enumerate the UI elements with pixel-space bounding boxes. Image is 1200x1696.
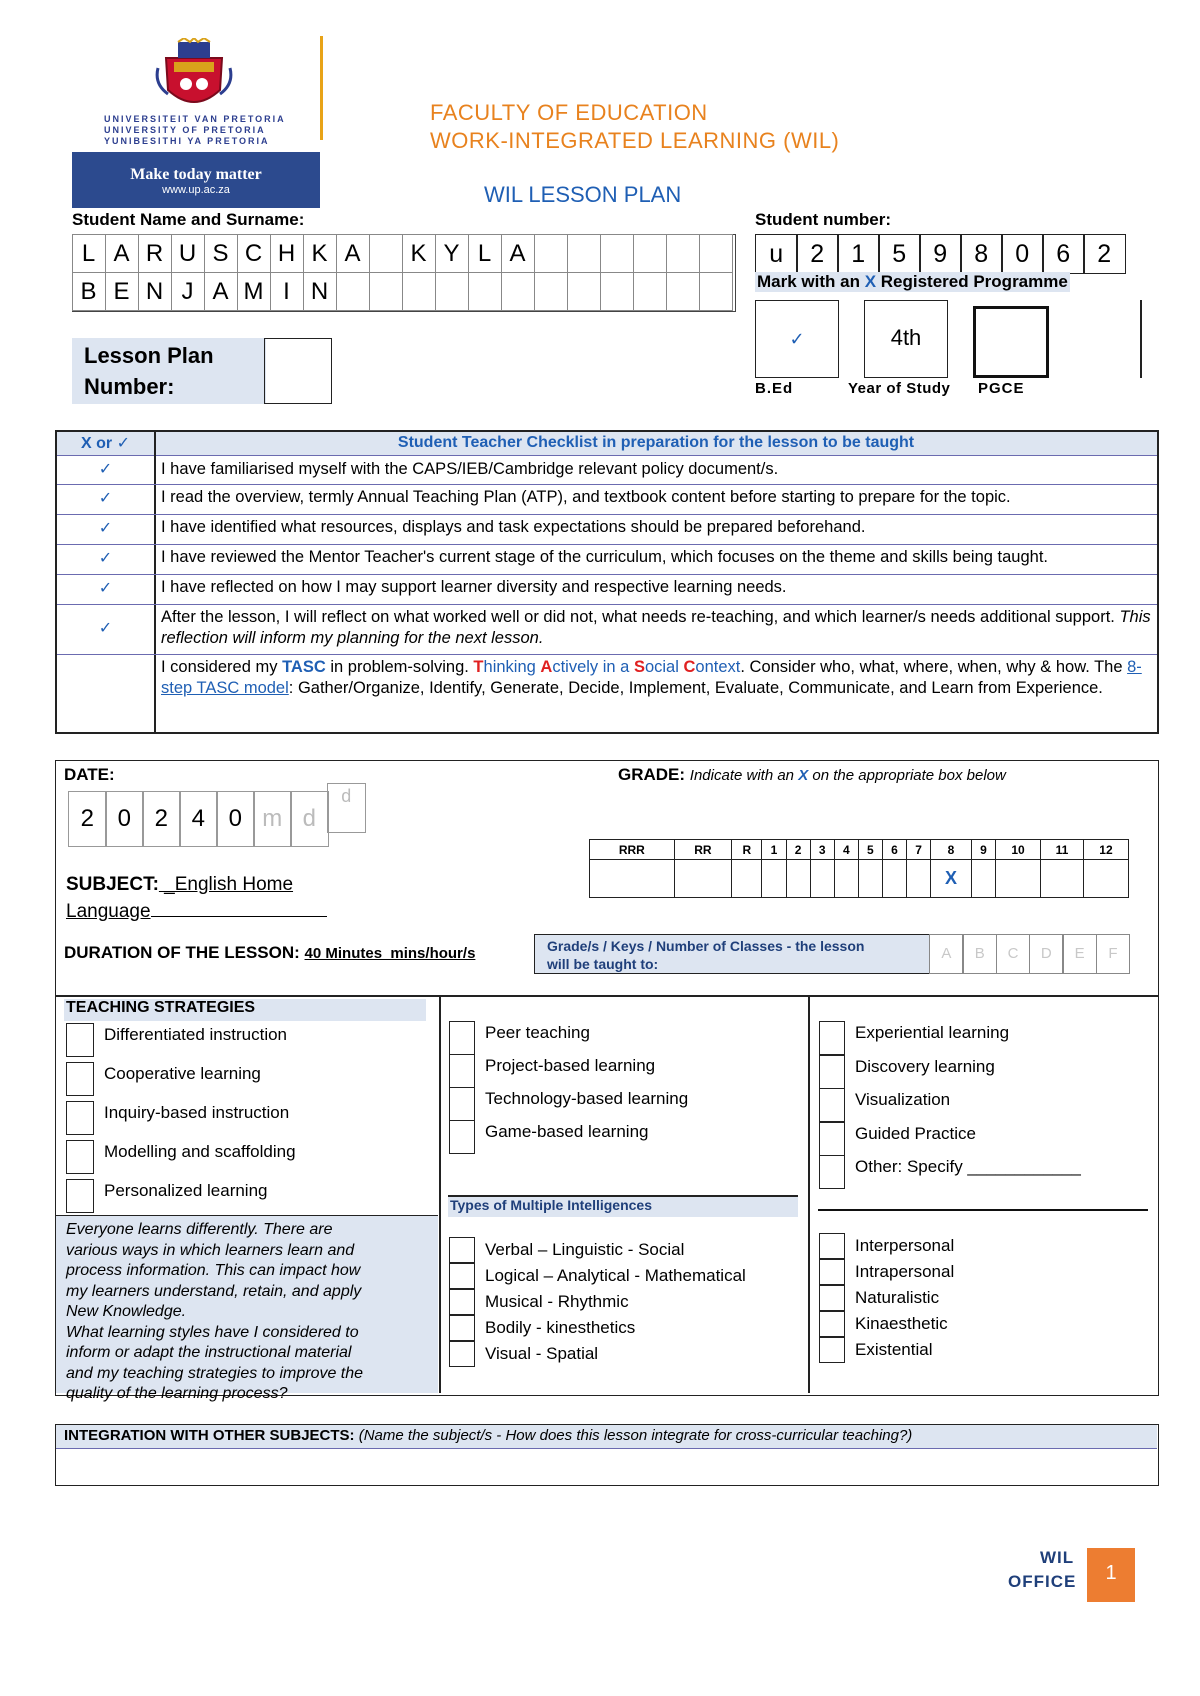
- name-letter-cell[interactable]: J: [171, 272, 205, 311]
- grade-box-7[interactable]: [907, 860, 931, 898]
- checklist-item-text: I have identified what resources, displays and task expectations should be prepared beforehand.: [161, 518, 866, 536]
- intelligence-checkbox[interactable]: [819, 1259, 845, 1285]
- name-letter-cell[interactable]: [369, 272, 403, 311]
- name-letter-cell[interactable]: [369, 234, 403, 273]
- name-letter-cell[interactable]: [666, 272, 700, 311]
- grade-label: [618, 765, 1006, 785]
- grade-header-4: 4: [834, 840, 858, 860]
- intelligence-label: Interpersonal: [855, 1236, 955, 1255]
- name-letter-cell[interactable]: [336, 272, 370, 311]
- tagline: Make today matter: [130, 166, 262, 183]
- class-box-f[interactable]: F: [1096, 934, 1131, 974]
- year-box[interactable]: [864, 300, 948, 378]
- tasc-text: [161, 657, 1151, 699]
- intelligence-label: Naturalistic: [855, 1288, 940, 1307]
- name-letter-cell[interactable]: Y: [435, 234, 469, 273]
- name-letter-cell[interactable]: [402, 272, 436, 311]
- strategy-checkbox[interactable]: [449, 1021, 475, 1055]
- name-letter-cell[interactable]: [534, 272, 568, 311]
- strategy-checkbox[interactable]: [819, 1155, 845, 1189]
- date-label: DATE:: [64, 765, 115, 784]
- strategy-label: Guided Practice: [855, 1123, 976, 1143]
- learning-styles-note-line: quality of the learning process?: [66, 1385, 288, 1402]
- checklist-mark-icon[interactable]: ✓: [98, 550, 113, 567]
- tasc-t: T: [473, 658, 484, 676]
- class-box-c[interactable]: C: [996, 934, 1031, 974]
- name-letter-cell[interactable]: [666, 234, 700, 273]
- tasc-model-link[interactable]: 8-step TASC model: [161, 658, 1142, 697]
- strategy-label: Experiential learning: [855, 1023, 1010, 1042]
- grade-header-1: 1: [762, 840, 786, 860]
- classes-grid[interactable]: [929, 934, 1129, 974]
- programme-label: [755, 272, 1070, 292]
- name-letter-cell[interactable]: L: [468, 234, 502, 273]
- integration-hint: (Name the subject/s - How does this lesson integrate for cross-curricular teaching?): [354, 1427, 913, 1444]
- checklist-item-text-b: This reflection will inform my planning for the next lesson.: [161, 608, 1151, 647]
- name-letter-cell[interactable]: R: [138, 234, 172, 273]
- learning-styles-note-line: What learning styles have I considered to: [66, 1323, 359, 1341]
- grade-box-1[interactable]: [762, 860, 786, 898]
- university-crest-icon: [154, 38, 234, 118]
- strat-divider-1: [439, 997, 441, 1393]
- intelligence-checkbox[interactable]: [819, 1337, 845, 1363]
- intelligence-checkbox[interactable]: [449, 1341, 475, 1367]
- strategy-checkbox[interactable]: [66, 1023, 94, 1057]
- programme-right-rule: [1140, 300, 1142, 378]
- name-letter-cell[interactable]: [501, 272, 535, 311]
- student-number-digit[interactable]: 2: [1083, 234, 1126, 274]
- strategy-label: Peer teaching: [485, 1023, 590, 1042]
- strategy-label: Technology-based learning: [485, 1089, 689, 1108]
- learning-styles-note-line: Everyone learns differently. There are: [66, 1221, 333, 1238]
- subject-value-2[interactable]: Language: [66, 901, 151, 922]
- intelligence-label: Intrapersonal: [855, 1262, 955, 1281]
- name-letter-cell[interactable]: A: [336, 234, 370, 273]
- strategy-label: Modelling and scaffolding: [104, 1142, 296, 1161]
- checklist-item-text-a: After the lesson, I will reflect on what worked well or did not, what needs re-teaching, and which learner/s needs additional support.: [161, 608, 1120, 626]
- intelligence-checkbox[interactable]: [819, 1285, 845, 1311]
- strategy-checkbox[interactable]: [66, 1179, 94, 1213]
- name-letter-cell[interactable]: [633, 234, 667, 273]
- strategy-label: Inquiry-based instruction: [104, 1103, 290, 1122]
- name-letter-cell[interactable]: K: [402, 234, 436, 273]
- tasc-word: TASC: [282, 658, 326, 676]
- lesson-plan-number-label: [72, 338, 266, 404]
- class-box-b[interactable]: B: [962, 934, 997, 974]
- learning-styles-note-line: my learners understand, retain, and apply: [66, 1282, 362, 1300]
- checklist-item-text: I have reflected on how I may support learner diversity and respective learning needs.: [161, 578, 787, 596]
- grade-box-10[interactable]: [996, 860, 1041, 898]
- grade-box-8[interactable]: X: [931, 860, 972, 898]
- student-name-label: Student Name and Surname:: [72, 210, 305, 229]
- checklist-col1-header: X or ✓: [81, 435, 130, 452]
- learning-styles-note-line: New Knowledge.: [66, 1303, 187, 1320]
- student-number-digit[interactable]: u: [755, 234, 798, 274]
- intelligence-label: Visual - Spatial: [485, 1344, 599, 1363]
- tasc-s-rest: ocial: [644, 658, 684, 676]
- grade-header-9: 9: [971, 840, 995, 860]
- checklist-item-text: [161, 607, 1151, 649]
- checklist-item-text: I read the overview, termly Annual Teaching Plan (ATP), and textbook content before starting to prepare for the topic.: [161, 488, 1011, 506]
- tasc-a: I considered my: [161, 658, 283, 676]
- student-number-digit[interactable]: 8: [960, 234, 1003, 274]
- checklist-row-divider: [57, 574, 1157, 575]
- name-letter-cell[interactable]: A: [501, 234, 535, 273]
- name-letter-cell[interactable]: S: [204, 234, 238, 273]
- strat-divider-2: [808, 997, 810, 1393]
- name-letter-cell[interactable]: [534, 234, 568, 273]
- wil-office-1: WIL: [1040, 1548, 1075, 1567]
- wil-title: WORK-INTEGRATED LEARNING (WIL): [430, 128, 840, 153]
- grade-box-3[interactable]: [810, 860, 834, 898]
- student-number-label: Student number:: [755, 210, 891, 229]
- name-letter-cell[interactable]: N: [138, 272, 172, 311]
- name-letter-cell[interactable]: H: [270, 234, 304, 273]
- intelligence-label: Musical - Rhythmic: [485, 1292, 629, 1311]
- checklist-mark-icon[interactable]: ✓: [98, 461, 113, 478]
- grade-box-11[interactable]: [1041, 860, 1084, 898]
- tasc-s: S: [633, 658, 645, 676]
- grade-box-9[interactable]: [971, 860, 995, 898]
- learning-styles-note: [56, 1215, 438, 1402]
- date-digit-cell[interactable]: 0: [105, 791, 144, 847]
- tasc-c: C: [683, 658, 696, 676]
- subject-value[interactable]: _English Home: [158, 874, 294, 895]
- learning-styles-note-line: and my teaching strategies to improve the: [66, 1364, 364, 1382]
- bed-label: B.Ed: [755, 380, 794, 397]
- student-number-digit[interactable]: 0: [1001, 234, 1044, 274]
- strategy-label: Discovery learning: [855, 1056, 995, 1076]
- grade-header-rr: RR: [674, 840, 732, 860]
- name-letter-cell[interactable]: I: [270, 272, 304, 311]
- integration-box: [55, 1424, 1159, 1486]
- name-letter-cell[interactable]: N: [303, 272, 337, 311]
- checklist-mark-icon[interactable]: ✓: [98, 490, 113, 507]
- name-letter-cell[interactable]: C: [237, 234, 271, 273]
- duration-value[interactable]: 40 Minutes_mins/hour/s: [304, 945, 476, 962]
- programme-label-x: X: [864, 272, 877, 291]
- checklist-mark-icon[interactable]: ✓: [98, 620, 113, 637]
- lesson-plan-label-1: Lesson Plan: [84, 343, 214, 368]
- date-digit-cell[interactable]: d: [290, 791, 329, 847]
- strategy-label: Differentiated instruction: [104, 1025, 288, 1044]
- duration-label: DURATION OF THE LESSON:: [64, 943, 300, 962]
- name-letter-cell[interactable]: [567, 272, 601, 311]
- grade-box-4[interactable]: [834, 860, 858, 898]
- name-letter-cell[interactable]: [699, 272, 733, 311]
- grade-header-6: 6: [882, 840, 906, 860]
- checklist-col-divider: [154, 432, 156, 732]
- strategy-checkbox[interactable]: [819, 1021, 845, 1055]
- year-label: Year of Study: [848, 380, 951, 397]
- strategy-label: Other: Specify ____________: [855, 1157, 1081, 1176]
- logo-line-2: UNIVERSITY OF PRETORIA: [104, 125, 266, 135]
- name-letter-cell[interactable]: U: [171, 234, 205, 273]
- name-letter-cell[interactable]: [699, 234, 733, 273]
- name-letter-cell[interactable]: M: [237, 272, 271, 311]
- integration-label: INTEGRATION WITH OTHER SUBJECTS:: [64, 1427, 355, 1444]
- grade-hint-b: on the appropriate box below: [808, 767, 1006, 784]
- mi-title: Types of Multiple Intelligences: [448, 1197, 798, 1217]
- intelligence-checkbox[interactable]: [449, 1237, 475, 1263]
- grade-hint-x: X: [798, 767, 809, 784]
- classes-label-1: Grade/s / Keys / Number of Classes - the lesson: [547, 938, 865, 954]
- lesson-plan-number-box[interactable]: [264, 338, 332, 404]
- grade-header-7: 7: [907, 840, 931, 860]
- tasc-b: in problem-solving.: [325, 658, 474, 676]
- year-value: 4th: [890, 325, 922, 350]
- integration-input[interactable]: [56, 1451, 1157, 1483]
- grade-header-rrr: RRR: [590, 840, 675, 860]
- strategy-checkbox[interactable]: [819, 1088, 845, 1122]
- page-title: WIL LESSON PLAN: [484, 182, 682, 207]
- student-number-digit[interactable]: 2: [796, 234, 839, 274]
- classes-label: [534, 934, 930, 974]
- checklist-row-divider: [57, 514, 1157, 515]
- strategy-label: Project-based learning: [485, 1056, 656, 1075]
- page-number: [1087, 1548, 1135, 1602]
- bed-box[interactable]: [755, 300, 839, 378]
- duration-line: [64, 943, 475, 963]
- classes-label-2: will be taught to:: [547, 956, 659, 972]
- tasc-a-letter: A: [540, 658, 553, 676]
- grade-header-10: 10: [996, 840, 1041, 860]
- page-number-text: 1: [1105, 1562, 1117, 1584]
- logo-line-1: UNIVERSITEIT VAN PRETORIA: [104, 114, 286, 124]
- grade-box-12[interactable]: [1083, 860, 1128, 898]
- lesson-details: [55, 760, 1159, 996]
- name-letter-cell[interactable]: [600, 234, 634, 273]
- date-digit-cell[interactable]: 0: [216, 791, 255, 847]
- grade-box-r[interactable]: [732, 860, 762, 898]
- intelligence-label: Logical – Analytical - Mathematical: [485, 1266, 746, 1285]
- date-digit-cell[interactable]: 2: [142, 791, 181, 847]
- checklist-item-text: I have familiarised myself with the CAPS/IEB/Cambridge relevant policy document/s.: [161, 460, 779, 478]
- intelligence-label: Kinaesthetic: [855, 1314, 948, 1333]
- checklist-mark-icon[interactable]: ✓: [98, 520, 113, 537]
- intelligence-checkbox[interactable]: [449, 1263, 475, 1289]
- date-digit-cell[interactable]: d: [327, 783, 366, 833]
- student-number-digit[interactable]: 5: [878, 234, 921, 274]
- grade-header-3: 3: [810, 840, 834, 860]
- bed-check-icon: ✓: [789, 329, 805, 349]
- intelligence-label: Verbal – Linguistic - Social: [485, 1240, 685, 1259]
- grade-header-12: 12: [1083, 840, 1128, 860]
- strategy-checkbox[interactable]: [66, 1101, 94, 1135]
- programme-label-pre: Mark with an: [757, 272, 865, 291]
- strategy-checkbox[interactable]: [819, 1055, 845, 1089]
- learning-styles-note-line: inform or adapt the instructional material: [66, 1344, 352, 1361]
- date-digit-cell[interactable]: m: [253, 791, 292, 847]
- class-box-e[interactable]: E: [1062, 934, 1097, 974]
- checklist-table: [55, 430, 1159, 734]
- name-letter-cell[interactable]: [567, 234, 601, 273]
- date-digit-cell[interactable]: 2: [68, 791, 107, 847]
- student-number-digit[interactable]: 1: [837, 234, 880, 274]
- tagline-banner: [72, 152, 320, 208]
- tasc-c-text: . Consider who, what, where, when, why & how. The: [740, 658, 1128, 676]
- wil-office-2: OFFICE: [1008, 1572, 1077, 1591]
- grade-box-5[interactable]: [858, 860, 882, 898]
- strategy-checkbox[interactable]: [449, 1087, 475, 1121]
- strategy-label: Visualization: [855, 1090, 951, 1109]
- strategy-label: Personalized learning: [104, 1181, 268, 1200]
- name-letter-cell[interactable]: L: [72, 234, 106, 273]
- name-letter-cell[interactable]: [600, 272, 634, 311]
- tasc-a-rest: ctively in a: [552, 658, 634, 676]
- student-number-digit[interactable]: 9: [919, 234, 962, 274]
- student-number-grid[interactable]: [755, 234, 1123, 274]
- strategy-checkbox[interactable]: [449, 1054, 475, 1088]
- strategy-checkbox[interactable]: [66, 1062, 94, 1096]
- grade-box-rr[interactable]: [674, 860, 732, 898]
- grade-hint-a: Indicate with an: [689, 767, 799, 784]
- lesson-plan-label-2: Number:: [84, 374, 175, 399]
- logo-line-3: YUNIBESITHI YA PRETORIA: [104, 136, 270, 146]
- subject-label: SUBJECT:: [66, 874, 159, 895]
- intelligence-label: Bodily - kinesthetics: [485, 1318, 636, 1337]
- tasc-t-rest: hinking: [483, 658, 541, 676]
- strategies-section: [55, 996, 1159, 1402]
- strategy-checkbox[interactable]: [819, 1122, 845, 1156]
- learning-styles-note-line: process information. This can impact how: [66, 1262, 361, 1279]
- date-grid[interactable]: [68, 786, 366, 847]
- date-digit-cell[interactable]: 4: [179, 791, 218, 847]
- mi-col3-rule: [818, 1209, 1148, 1211]
- grade-table[interactable]: [589, 839, 1129, 898]
- name-letter-cell[interactable]: B: [72, 272, 106, 311]
- intelligence-label: Existential: [855, 1340, 933, 1359]
- checklist-col2-header: Student Teacher Checklist in preparation for the lesson to be taught: [397, 434, 915, 451]
- grade-header-2: 2: [786, 840, 810, 860]
- class-box-d[interactable]: D: [1029, 934, 1064, 974]
- name-letter-cell[interactable]: A: [105, 234, 139, 273]
- website: www.up.ac.za: [162, 184, 230, 196]
- name-letter-cell[interactable]: [633, 272, 667, 311]
- checklist-item-text: I have reviewed the Mentor Teacher's current stage of the curriculum, which focuses on the theme and skills being taught.: [161, 548, 1048, 566]
- intelligence-checkbox[interactable]: [819, 1233, 845, 1259]
- tasc-c-rest: ontext: [695, 658, 741, 676]
- name-letter-cell[interactable]: K: [303, 234, 337, 273]
- name-letter-cell[interactable]: [468, 272, 502, 311]
- subject-blank: [151, 900, 327, 917]
- grade-header-r: R: [732, 840, 762, 860]
- pgce-label: PGCE: [978, 380, 1025, 397]
- strategy-label: Game-based learning: [485, 1122, 649, 1141]
- tasc-d: : Gather/Organize, Identify, Generate, Decide, Implement, Evaluate, Communicate, and Learn from Experience.: [288, 679, 1103, 697]
- checklist-row-divider: [57, 484, 1157, 485]
- student-number-digit[interactable]: 6: [1042, 234, 1085, 274]
- strategies-title: TEACHING STRATEGIES: [64, 999, 426, 1021]
- name-letter-cell[interactable]: E: [105, 272, 139, 311]
- checklist-row-divider: [57, 544, 1157, 545]
- intelligence-checkbox[interactable]: [449, 1315, 475, 1341]
- faculty-title: FACULTY OF EDUCATION: [430, 100, 708, 125]
- grade-label-text: GRADE:: [618, 765, 686, 784]
- grade-header-5: 5: [858, 840, 882, 860]
- learning-styles-note-line: various ways in which learners learn and: [66, 1241, 355, 1259]
- pgce-box[interactable]: [973, 306, 1049, 378]
- grade-box-2[interactable]: [786, 860, 810, 898]
- grade-box-6[interactable]: [882, 860, 906, 898]
- name-letter-cell[interactable]: A: [204, 272, 238, 311]
- checklist-mark-icon[interactable]: ✓: [98, 580, 113, 597]
- strategy-checkbox[interactable]: [449, 1120, 475, 1154]
- grade-header-11: 11: [1041, 840, 1084, 860]
- strategy-checkbox[interactable]: [66, 1140, 94, 1174]
- strategy-label: Cooperative learning: [104, 1064, 261, 1083]
- class-box-a[interactable]: A: [929, 934, 964, 974]
- logo-divider: [320, 36, 323, 140]
- intelligence-checkbox[interactable]: [449, 1289, 475, 1315]
- student-name-grid[interactable]: [72, 234, 736, 312]
- checklist-row-divider: [57, 604, 1157, 605]
- intelligence-checkbox[interactable]: [819, 1311, 845, 1337]
- grade-box-rrr[interactable]: [590, 860, 675, 898]
- integration-header: [56, 1425, 1157, 1449]
- subject-line: [66, 871, 327, 925]
- programme-label-post: Registered Programme: [876, 272, 1068, 291]
- name-letter-cell[interactable]: [435, 272, 469, 311]
- checklist-row-divider: [57, 654, 1157, 655]
- grade-header-8: 8: [931, 840, 972, 860]
